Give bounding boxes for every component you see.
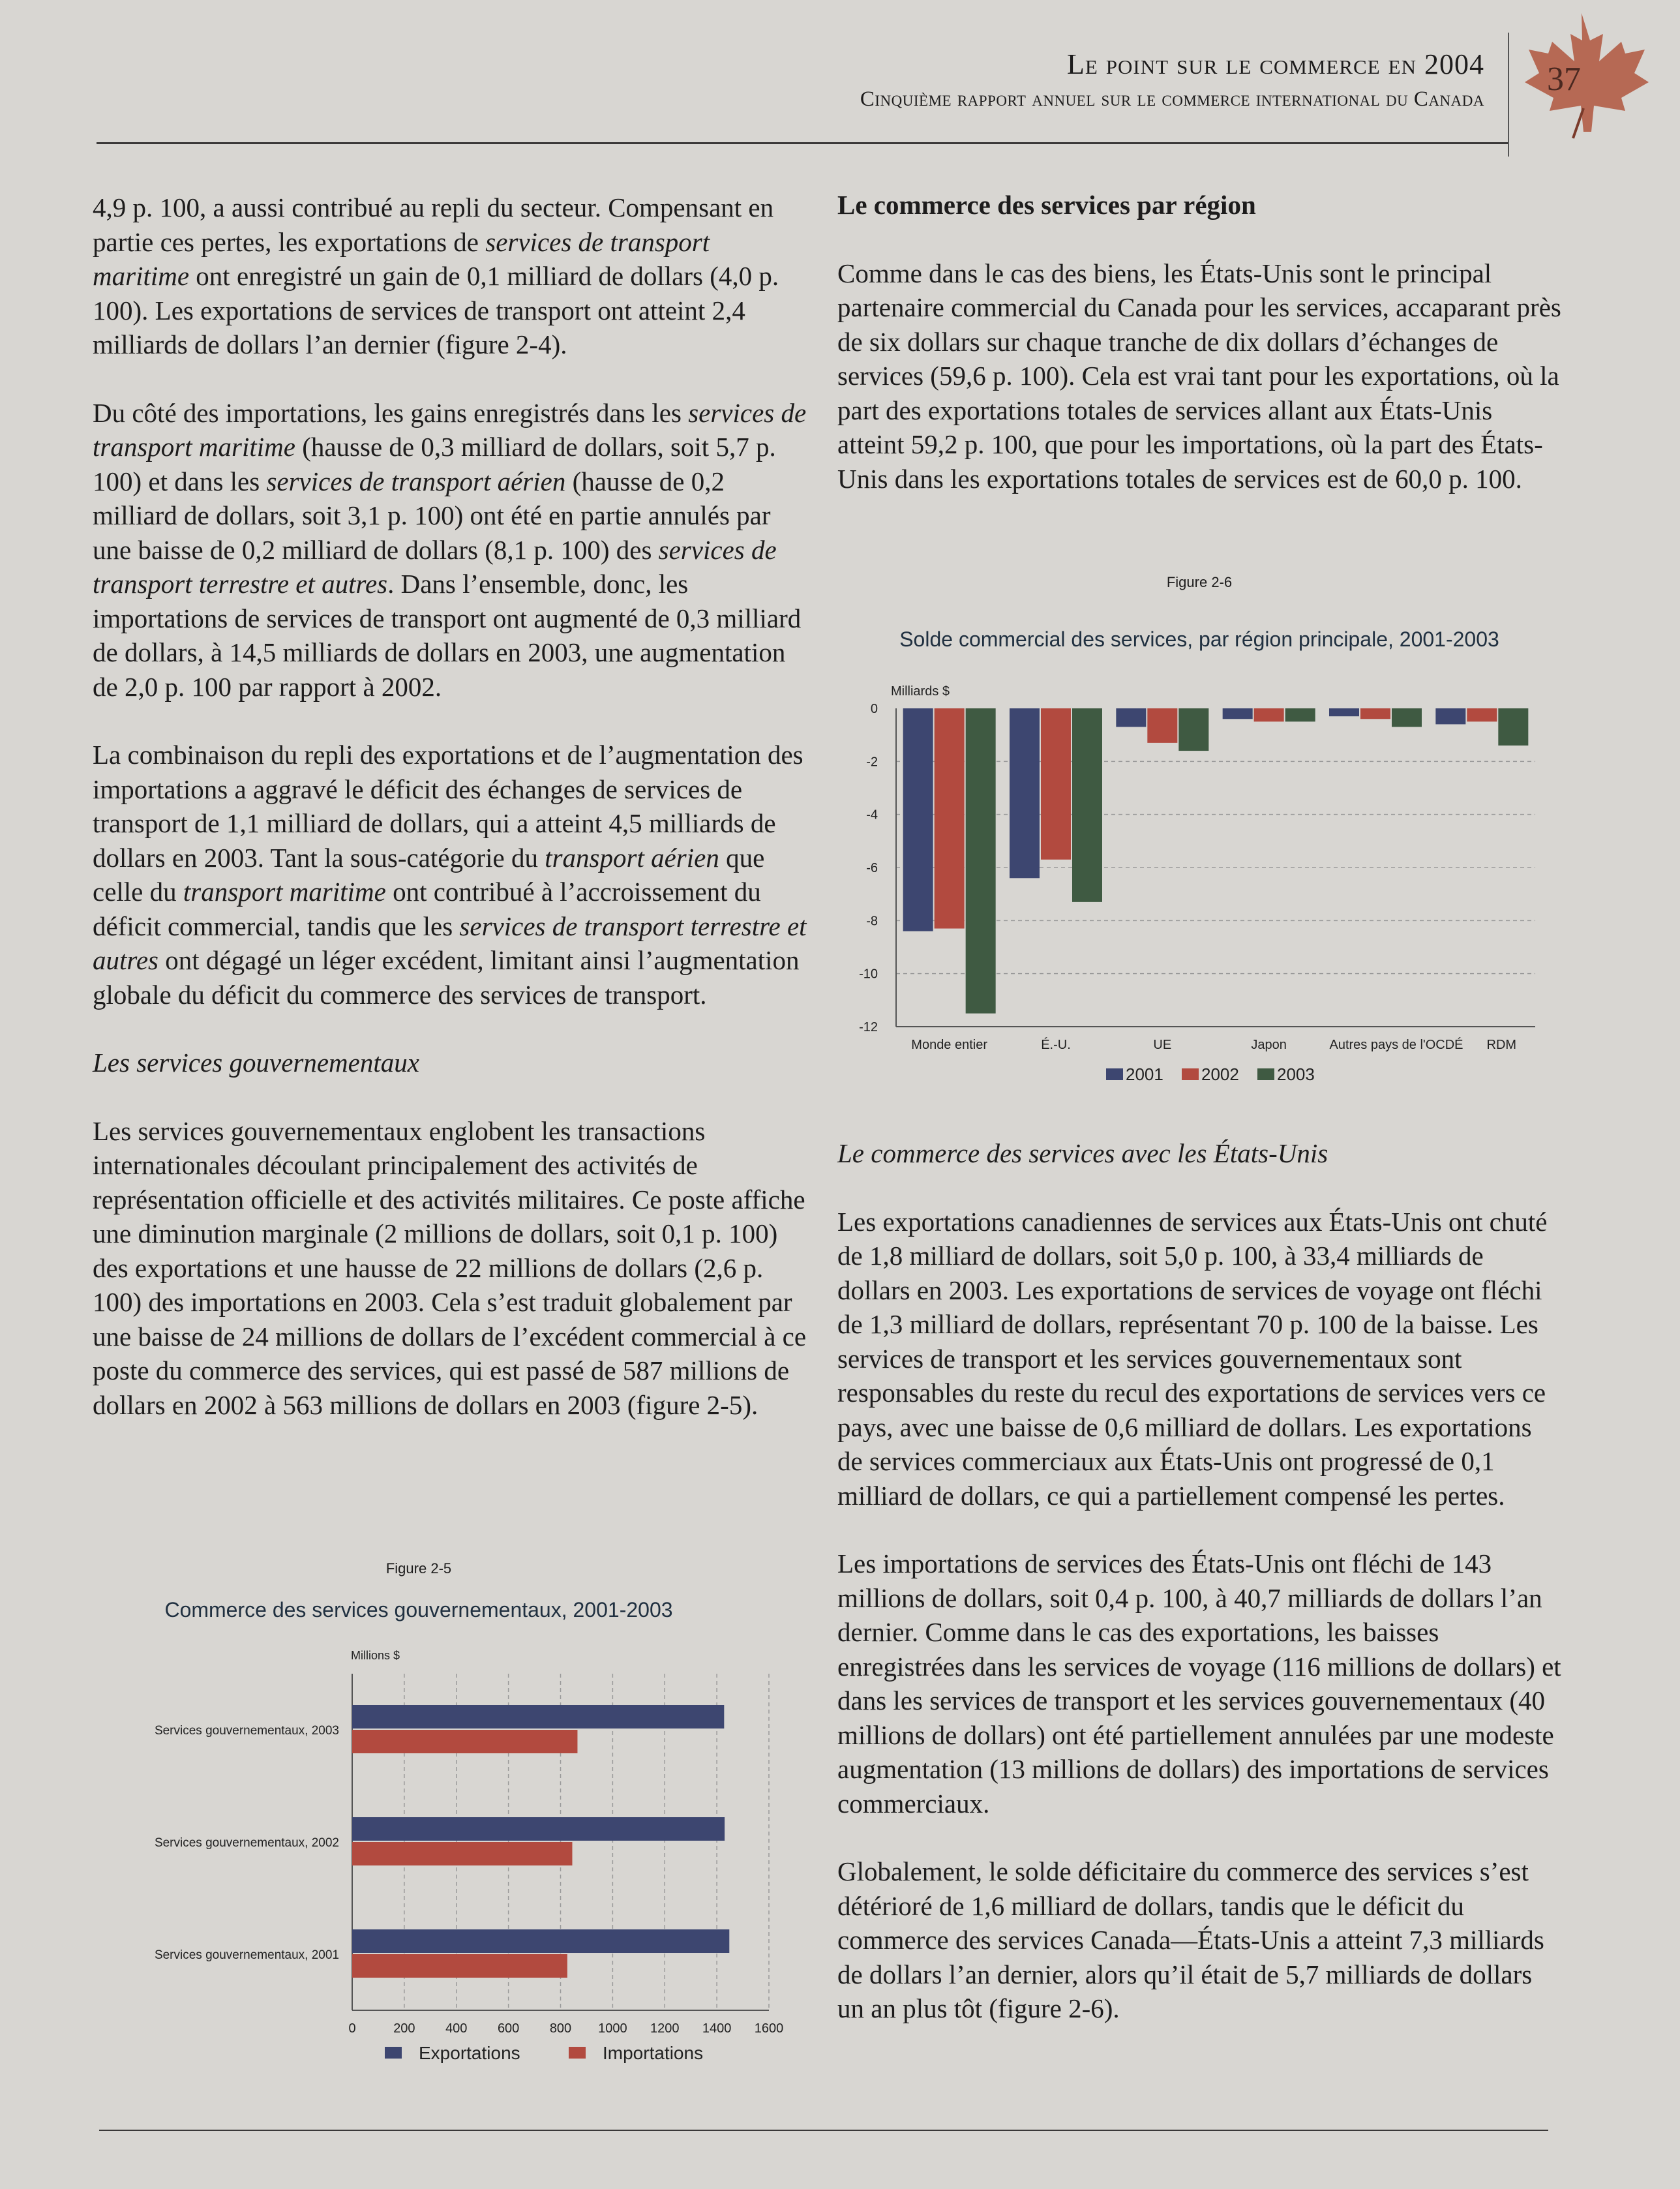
x-tick-label: Japon <box>1251 1038 1287 1052</box>
y-tick-label: Services gouvernementaux, 2002 <box>154 1836 339 1850</box>
subsection-heading: Le commerce des services avec les États-Unis <box>837 1138 1328 1168</box>
bar-2002 <box>935 708 965 929</box>
paragraph <box>837 256 1561 496</box>
x-tick-label: 1600 <box>754 2021 784 2036</box>
bar-Exportations <box>352 1817 725 1841</box>
legend-label: 2002 <box>1201 1064 1239 1084</box>
bar-2002 <box>1467 708 1497 721</box>
bar-Importations <box>352 1842 572 1865</box>
y-axis-label: Milliards $ <box>891 684 950 699</box>
legend-swatch <box>1106 1068 1123 1080</box>
bar-2003 <box>1285 708 1315 721</box>
legend-label: Exportations <box>419 2043 520 2063</box>
bar-Exportations <box>352 1929 729 1953</box>
text-run: ont contribué à l’accroissement du déficit commercial, tandis que les <box>93 877 761 941</box>
text-run: (hausse de 0,3 milliard de dollars, soit 5,7 p. 100) et dans les <box>93 432 776 496</box>
italic-term: services de transport maritime <box>93 226 710 291</box>
y-tick-label: -2 <box>866 755 878 770</box>
text-run: Globalement, le solde déficitaire du commerce des services s’est détérioré de 1,6 milliard de dollars, tandis que le déficit du commerce des services Canada—États-Unis a atteint 7,3 milliards de dollars l’an dernier, alors qu’il était de 5,7 milliards de dollars un an plus tôt (figure 2-6). <box>837 1856 1544 2023</box>
subsection-heading: Les services gouvernementaux <box>93 1048 419 1078</box>
x-tick-label: 200 <box>393 2021 415 2036</box>
text-run: 4,9 p. 100, a aussi contribué au repli du secteur. Compensant en partie ces pertes, les exportations de <box>93 192 774 257</box>
legend-label: 2003 <box>1277 1064 1315 1084</box>
region-balance-chart <box>837 567 1561 1102</box>
paragraph <box>837 1854 1561 2026</box>
y-tick-label: Services gouvernementaux, 2001 <box>154 1948 339 1962</box>
paragraph <box>93 1114 810 1423</box>
legend-label: 2001 <box>1126 1064 1163 1084</box>
x-tick-label: 0 <box>348 2021 356 2036</box>
x-tick-label: 800 <box>549 2021 572 2036</box>
italic-term: services de transport terrestre et autres <box>93 911 807 975</box>
header-subtitle: Cinquième rapport annuel sur le commerce international du Canada <box>860 87 1484 111</box>
figure-2-6 <box>837 567 1561 1102</box>
y-tick-label: -12 <box>859 1020 878 1034</box>
paragraph <box>93 396 810 704</box>
x-tick-label: 600 <box>497 2021 520 2036</box>
bar-2001 <box>1223 708 1253 719</box>
section-heading: Le commerce des services par région <box>837 190 1256 220</box>
header-rule <box>97 142 1508 144</box>
legend-swatch <box>1257 1068 1274 1080</box>
x-tick-label: 1200 <box>650 2021 680 2036</box>
legend-swatch <box>1182 1068 1199 1080</box>
bar-2001 <box>1329 708 1359 716</box>
bar-2002 <box>1360 708 1390 719</box>
chart-title: Commerce des services gouvernementaux, 2001-2003 <box>164 1598 673 1622</box>
bar-2001 <box>903 708 933 931</box>
footer-rule <box>99 2130 1548 2131</box>
bar-2001 <box>1010 708 1040 878</box>
bar-2003 <box>1392 708 1422 727</box>
chart-title: Solde commercial des services, par région principale, 2001-2003 <box>899 627 1499 651</box>
text-run: (hausse de 0,2 milliard de dollars, soit 3,1 p. 100) ont été en partie annulés par une baisse de 0,2 milliard de dollars (8,1 p. 100) des <box>93 466 771 565</box>
text-run: La combinaison du repli des exportations et de l’augmentation des importations a aggravé le déficit des échanges de services de transport de 1,1 milliard de dollars, qui a atteint 4,5 milliards de dollars en 2003. Tant la sous-catégorie du <box>93 740 803 873</box>
paragraph <box>93 738 810 1012</box>
italic-term: transport maritime <box>183 877 386 907</box>
italic-term: services de transport maritime <box>93 397 807 462</box>
header-divider <box>1508 33 1509 157</box>
figure-label: Figure 2-6 <box>1166 574 1233 590</box>
paragraph <box>93 190 810 362</box>
bar-2002 <box>1041 708 1071 860</box>
y-tick-label: -10 <box>859 967 878 982</box>
running-header <box>860 47 1484 113</box>
x-tick-label: RDM <box>1486 1038 1517 1052</box>
bar-2003 <box>966 708 996 1014</box>
text-run: Comme dans le cas des biens, les États-Unis sont le principal partenaire commercial du Canada pour les services, accaparant près de six dollars sur chaque tranche de dix dollars d’échanges de services (59,6 p. 100). Cela est vrai tant pour les exportations, où la part des exportations totales de services allant aux États-Unis atteint 59,2 p. 100, que pour les importations, où la part des États-Unis dans les exportations totales de services est de 60,0 p. 100. <box>837 258 1561 494</box>
right-column <box>837 188 1561 530</box>
paragraph <box>837 1547 1561 1820</box>
text-run: . Dans l’ensemble, donc, les importations de services de transport ont augmenté de 0,3 milliard de dollars, à 14,5 milliards de dollars en 2003, une augmentation de 2,0 p. 100 par rapport à 2002. <box>93 569 802 702</box>
bar-2001 <box>1435 708 1465 724</box>
legend-swatch <box>569 2047 586 2059</box>
bar-2002 <box>1147 708 1177 743</box>
bar-2001 <box>1116 708 1146 727</box>
figure-label: Figure 2-5 <box>385 1560 452 1577</box>
maple-leaf-icon <box>1510 10 1653 141</box>
bar-2003 <box>1178 708 1208 751</box>
text-run: Les exportations canadiennes de services aux États-Unis ont chuté de 1,8 milliard de dollars, soit 5,0 p. 100, à 33,4 milliards de dollars en 2003. Les exportations de services de voyage ont fléchi de 1,3 milliard de dollars, représentant 70 p. 100 de la baisse. Les services de transport et les services gouvernementaux sont responsables du reste du recul des exportations de services vers ce pays, avec une baisse de 0,6 milliard de dollars. Les exportations de services commerciaux aux États-Unis ont progressé de 0,1 milliard de dollars, ce qui a partiellement compensé les pertes. <box>837 1206 1548 1511</box>
y-tick-label: -6 <box>866 861 878 875</box>
bar-Importations <box>352 1954 567 1978</box>
text-run: que celle du <box>93 842 765 907</box>
bar-2003 <box>1072 708 1102 902</box>
paragraph <box>837 1205 1561 1513</box>
bar-2003 <box>1498 708 1528 746</box>
legend-swatch <box>385 2047 402 2059</box>
page-number: 37 <box>1547 61 1581 98</box>
text-run: Les services gouvernementaux englobent les transactions internationales découlant principalement des activités de représentation officielle et des activités militaires. Ce poste affiche une diminution marginale (2 millions de dollars, soit 0,1 p. 100) des exportations et une hausse de 22 millions de dollars (2,6 p. 100) des importations en 2003. Cela s’est traduit globalement par une baisse de 24 millions de dollars de l’excédent commercial à ce poste du commerce des services, qui est passé de 587 millions de dollars en 2002 à 563 millions de dollars en 2003 (figure 2-5). <box>93 1115 807 1420</box>
x-tick-label: 1000 <box>598 2021 627 2036</box>
italic-term: transport aérien <box>545 842 719 873</box>
left-column <box>93 190 810 1456</box>
figure-2-5 <box>93 1552 810 2074</box>
text-run: ont enregistré un gain de 0,1 milliard de dollars (4,0 p. 100). Les exportations de services de transport ont atteint 2,4 milliards de dollars l’an dernier (figure 2-4). <box>93 261 779 359</box>
bar-2002 <box>1254 708 1284 721</box>
text-run: Les importations de services des États-Unis ont fléchi de 143 millions de dollars, soit 0,4 p. 100, à 40,7 milliards de dollars l’an dernier. Comme dans le cas des exportations, les baisses enregistrées dans les services de voyage (116 millions de dollars) et dans les services de transport et les services gouvernementaux (40 millions de dollars) ont été partiellement annulées par une modeste augmentation (13 millions de dollars) des importations de services commerciaux. <box>837 1548 1561 1819</box>
italic-term: services de transport terrestre et autres <box>93 534 777 599</box>
text-run: ont dégagé un léger excédent, limitant ainsi l’augmentation globale du déficit du commerce des services de transport. <box>93 945 800 1010</box>
y-tick-label: -8 <box>866 914 878 929</box>
x-axis-label: Millions $ <box>351 1649 400 1662</box>
x-tick-label: 400 <box>445 2021 468 2036</box>
x-tick-label: Monde entier <box>911 1038 988 1052</box>
x-tick-label: Autres pays de l'OCDÉ <box>1329 1038 1463 1052</box>
italic-term: services de transport aérien <box>266 466 566 496</box>
right-column-lower <box>837 1136 1561 2026</box>
y-tick-label: -4 <box>866 808 878 823</box>
x-tick-label: 1400 <box>702 2021 732 2036</box>
bar-Exportations <box>352 1705 724 1729</box>
header-title: Le point sur le commerce en 2004 <box>1066 48 1484 80</box>
y-tick-label: Services gouvernementaux, 2003 <box>154 1724 339 1738</box>
y-tick-label: 0 <box>870 702 878 716</box>
x-tick-label: É.-U. <box>1041 1038 1071 1052</box>
text-run: Du côté des importations, les gains enregistrés dans les <box>93 397 689 428</box>
x-tick-label: UE <box>1153 1038 1172 1052</box>
bar-Importations <box>352 1730 577 1753</box>
government-services-chart <box>93 1552 810 2074</box>
legend-label: Importations <box>603 2043 704 2063</box>
